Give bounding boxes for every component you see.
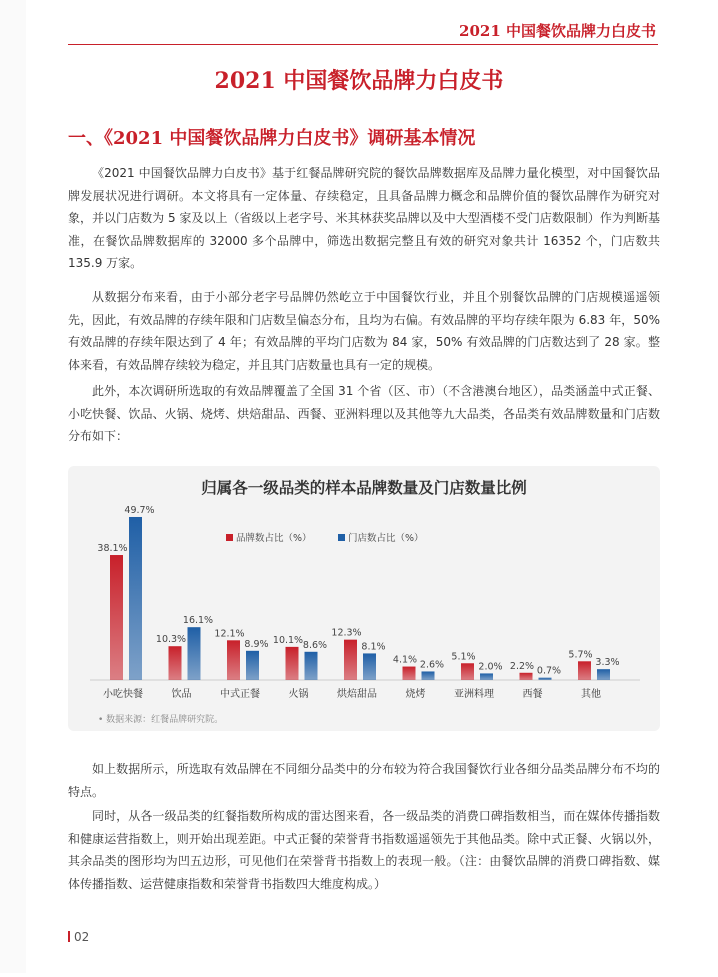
label-store-share-5: 2.6% bbox=[419, 659, 445, 671]
running-header: 2021 中国餐饮品牌力白皮书 bbox=[459, 22, 656, 40]
bar-store-share-0 bbox=[129, 517, 142, 680]
chart-title: 归属各一级品类的样本品牌数量及门店数量比例 bbox=[201, 479, 527, 497]
bar-store-share-7 bbox=[539, 678, 552, 680]
label-brand-share-2: 12.1% bbox=[214, 628, 245, 640]
category-label-0: 小吃快餐 bbox=[103, 689, 143, 700]
decorative-strip-icon bbox=[0, 0, 26, 973]
category-label-4: 烘焙甜品 bbox=[337, 689, 377, 700]
legend-label-brands: 品牌数占比（%） bbox=[236, 533, 312, 544]
category-label-7: 西餐 bbox=[522, 689, 543, 700]
bar-brand-share-3 bbox=[286, 647, 299, 680]
bar-store-share-3 bbox=[305, 652, 318, 680]
category-label-1: 饮品 bbox=[171, 689, 192, 700]
bar-brand-share-0 bbox=[110, 555, 123, 680]
header-divider bbox=[68, 44, 658, 45]
left-watermark-strip bbox=[0, 0, 26, 973]
paragraph-1: 《2021 中国餐饮品牌力白皮书》基于红餐品牌研究院的餐饮品牌数据库及品牌力量化模型，对中国餐饮品牌发展状况进行调研。本文将具有一定体量、存续稳定，且具备品牌力概念和品牌价值的餐饮品牌作为研究对象，并以门店数为 5 家及以上（省级以上老字号、米其林获奖品牌以及中大型酒楼不受门店数限制）作为判断基准，在餐饮品牌数据库的 32000 多个品牌中，筛选出数据完整且有效的研究对象共计 16352 个，门店数共 135.9 万家。 bbox=[68, 166, 660, 270]
section-heading: 一、《2021 中国餐饮品牌力白皮书》调研基本情况 bbox=[68, 128, 476, 149]
paragraph-2: 从数据分布来看，由于小部分老字号品牌仍然屹立于中国餐饮行业，并且个别餐饮品牌的门店规模遥遥领先，因此，有效品牌的存续年限和门店数呈偏态分布，且均为右偏。有效品牌的平均存续年限为 6.83 年，50% 有效品牌的存续年限达到了 4 年；有效品牌的平均门店数为 84 家，50% 有效品牌的门店数达到了 28 家。整体来看，有效品牌存续较为稳定，并且其门店数量也具有一定的规模。 bbox=[68, 290, 660, 372]
chart-panel bbox=[68, 466, 660, 731]
label-store-share-4: 8.1% bbox=[361, 641, 386, 653]
label-brand-share-1: 10.3% bbox=[155, 634, 187, 646]
page-title: 2021 中国餐饮品牌力白皮书 bbox=[214, 68, 504, 94]
label-store-share-2: 8.9% bbox=[244, 638, 269, 650]
bar-brand-share-6 bbox=[461, 663, 474, 680]
chart-source: • 数据来源：红餐品牌研究院。 bbox=[98, 715, 224, 725]
label-store-share-6: 2.0% bbox=[478, 661, 503, 673]
paragraph-3: 此外，本次调研所选取的有效品牌覆盖了全国 31 个省（区、市）（不含港澳台地区），品类涵盖中式正餐、小吃快餐、饮品、火锅、烧烤、烘焙甜品、西餐、亚洲料理以及其他等九大品类，各品类有效品牌数量和门店数分布如下： bbox=[68, 384, 660, 443]
label-brand-share-8: 5.7% bbox=[568, 649, 593, 661]
label-store-share-0: 49.7% bbox=[124, 504, 155, 516]
bar-store-share-6 bbox=[480, 673, 493, 680]
label-brand-share-4: 12.3% bbox=[331, 627, 362, 639]
bar-chart bbox=[68, 466, 660, 731]
category-label-6: 亚洲料理 bbox=[454, 689, 494, 700]
paragraph-4: 如上数据所示，所选取有效品牌在不同细分品类中的分布较为符合我国餐饮行业各细分品类品牌分布不均的特点。 bbox=[68, 762, 660, 799]
category-label-5: 烧烤 bbox=[405, 689, 426, 700]
page-number bbox=[68, 930, 89, 944]
category-label-8: 其他 bbox=[581, 689, 601, 700]
bar-brand-share-8 bbox=[578, 661, 591, 680]
label-brand-share-3: 10.1% bbox=[272, 634, 304, 646]
category-label-3: 火锅 bbox=[288, 689, 309, 700]
bar-brand-share-4 bbox=[344, 640, 357, 680]
label-store-share-3: 8.6% bbox=[302, 639, 328, 651]
label-brand-share-5: 4.1% bbox=[392, 654, 418, 666]
paragraph-5: 同时，从各一级品类的红餐指数所构成的雷达图来看，各一级品类的消费口碑指数相当，而在媒体传播指数和健康运营指数上，则开始出现差距。中式正餐的荣誉背书指数遥遥领先于其他品类。除中式正餐、火锅以外，其余品类的图形均为凹五边形，可见他们在荣誉背书指数上的表现一般。（注：由餐饮品牌的消费口碑指数、媒体传播指数、运营健康指数和荣誉背书指数四大维度构成。） bbox=[68, 809, 660, 891]
category-label-2: 中式正餐 bbox=[220, 689, 260, 700]
legend-label-stores: 门店数占比（%） bbox=[348, 533, 424, 544]
bar-store-share-8 bbox=[597, 669, 610, 680]
label-store-share-7: 0.7% bbox=[536, 665, 562, 677]
label-brand-share-6: 5.1% bbox=[451, 651, 476, 663]
bar-store-share-5 bbox=[422, 671, 435, 680]
bar-store-share-2 bbox=[246, 651, 259, 680]
page-number-text: 02 bbox=[74, 930, 90, 944]
label-brand-share-7: 2.2% bbox=[509, 660, 535, 672]
label-brand-share-0: 38.1% bbox=[97, 543, 128, 555]
bar-store-share-4 bbox=[363, 653, 376, 680]
label-store-share-8: 3.3% bbox=[595, 657, 620, 669]
bar-brand-share-7 bbox=[520, 673, 533, 680]
bar-store-share-1 bbox=[188, 627, 201, 680]
bar-brand-share-2 bbox=[227, 640, 240, 680]
label-store-share-1: 16.1% bbox=[182, 615, 214, 627]
bar-brand-share-5 bbox=[403, 667, 416, 680]
page-number-mark bbox=[68, 931, 70, 942]
bar-brand-share-1 bbox=[169, 646, 182, 680]
